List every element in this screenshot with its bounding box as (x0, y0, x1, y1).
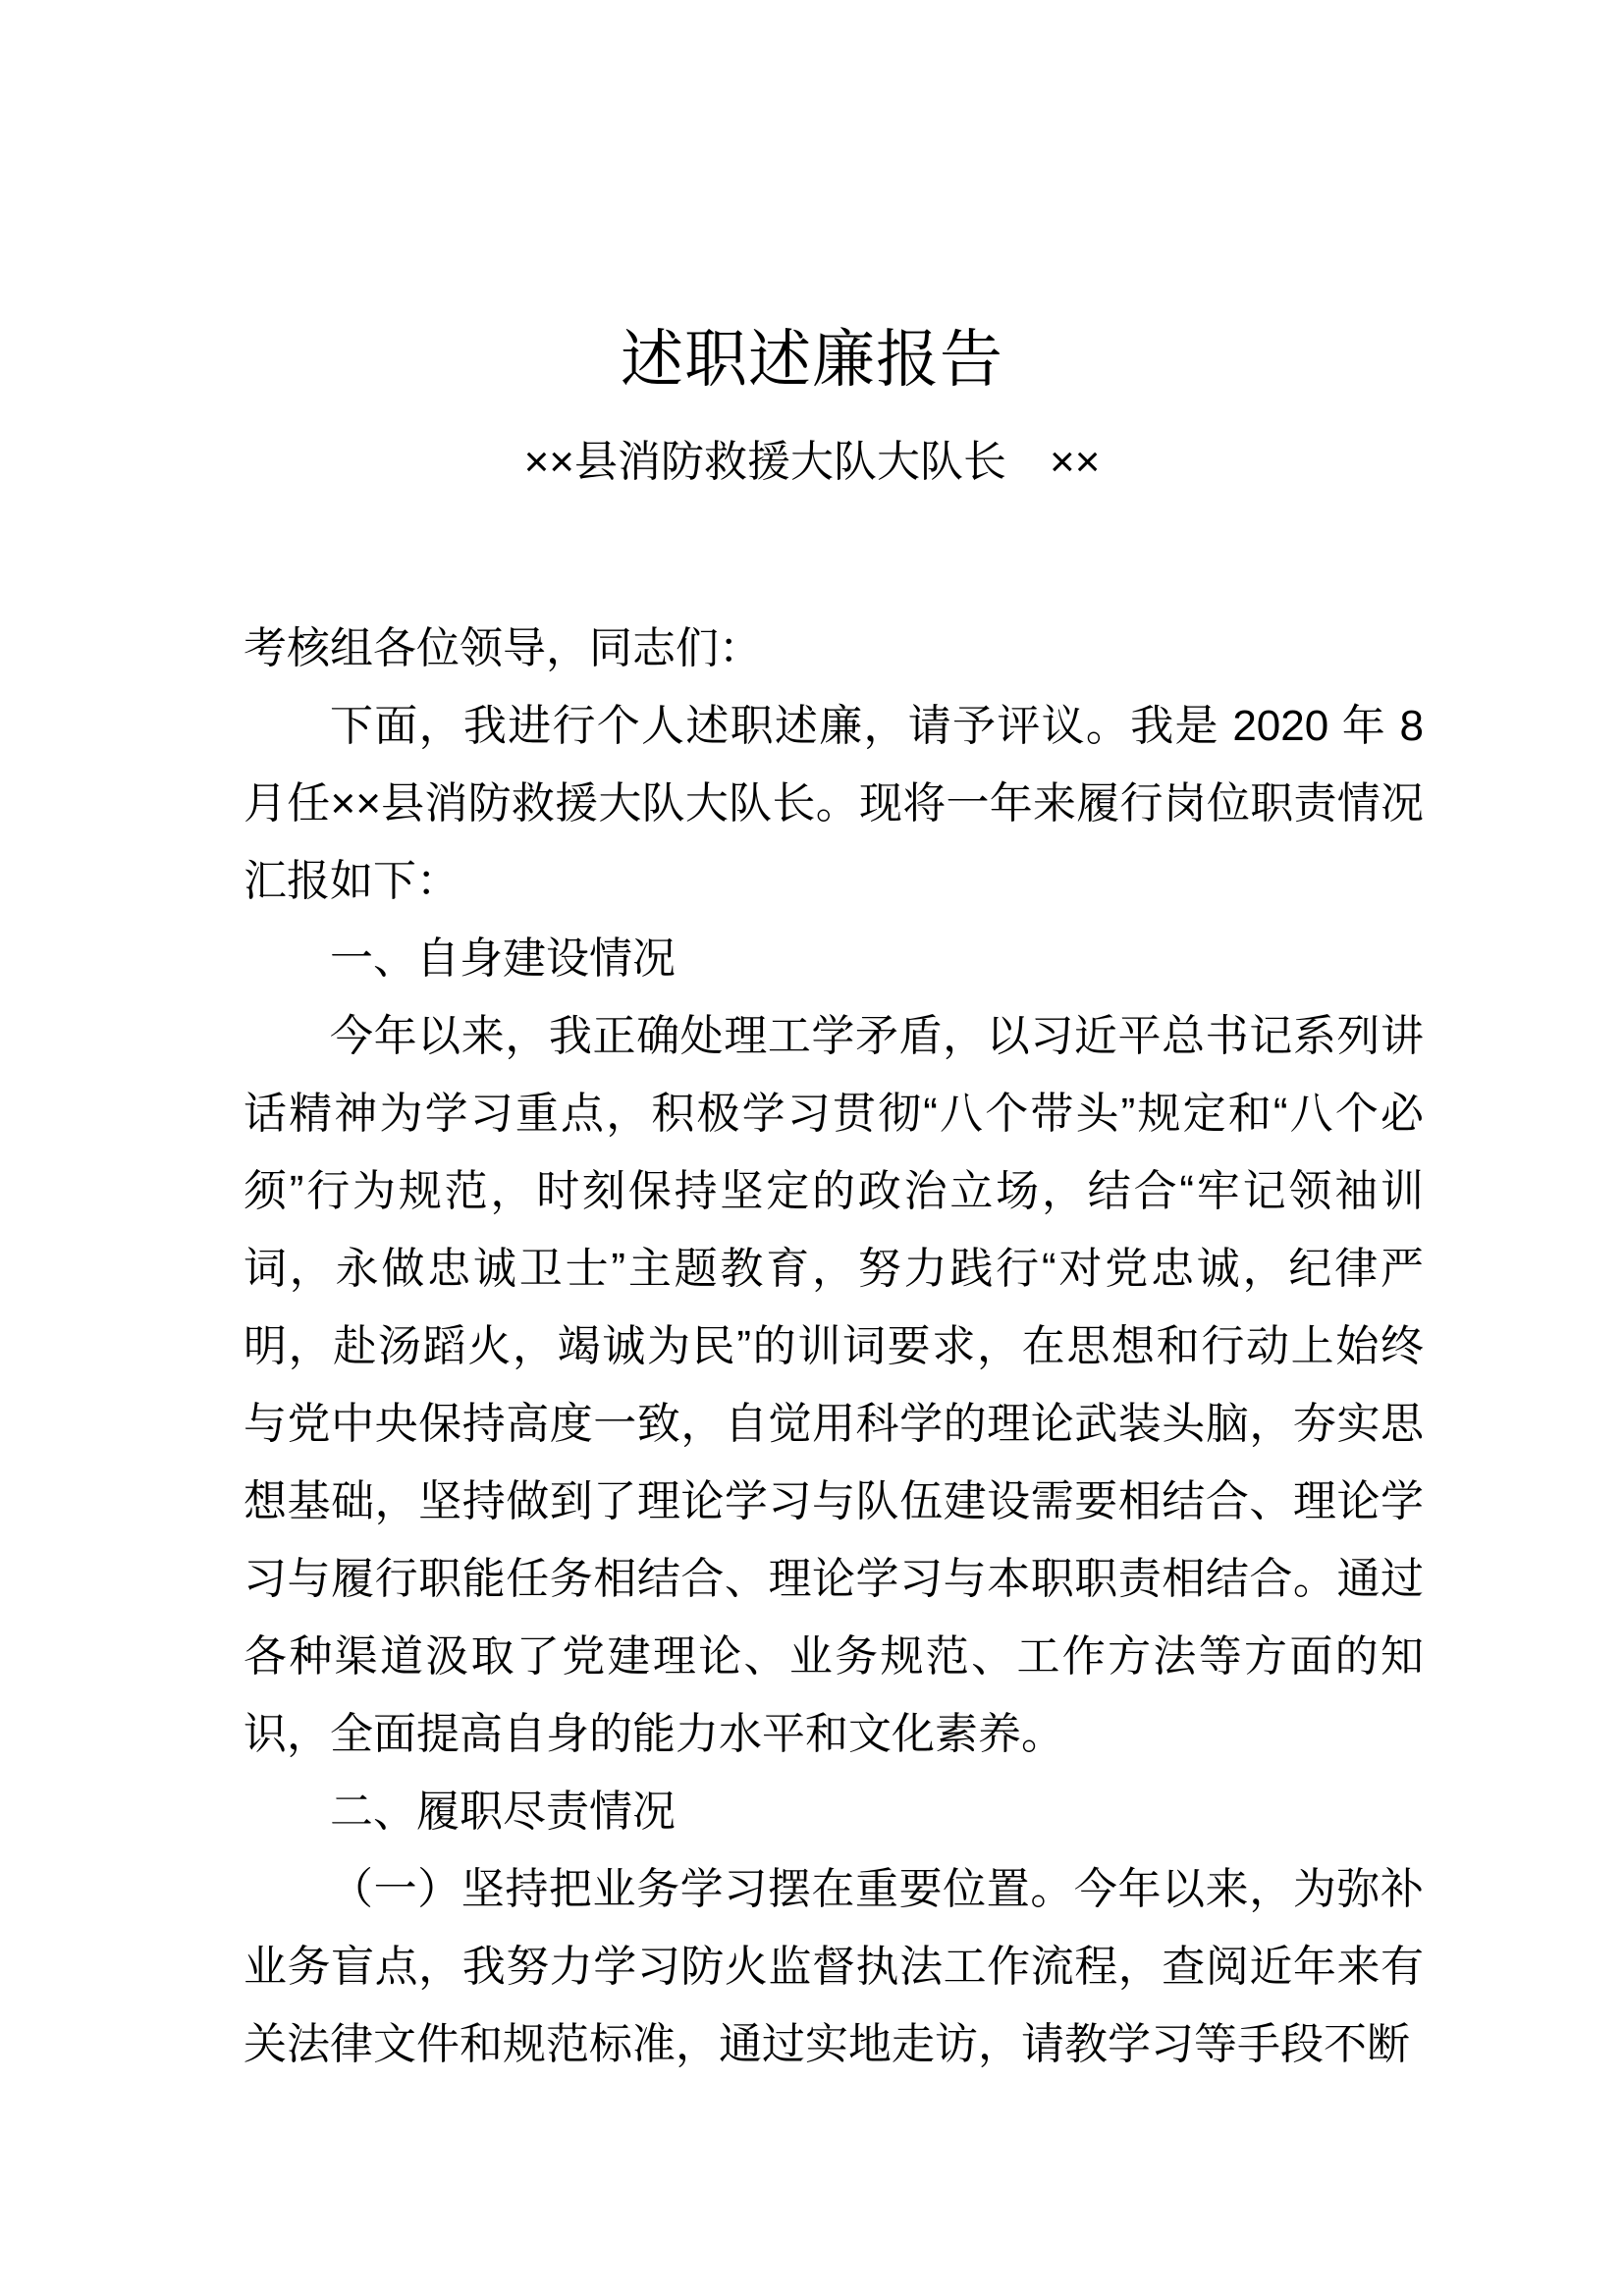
intro-paragraph: 下面，我进行个人述职述廉，请予评议。我是 2020 年 8 月任××县消防救援大队大队长。现将一年来履行岗位职责情况汇报如下： (244, 702, 1424, 905)
section-heading-2: 二、履职尽责情况 (330, 1788, 676, 1836)
document-title: 述职述廉报告 (621, 324, 1003, 395)
salutation-paragraph: 考核组各位领导，同志们： (244, 624, 762, 672)
section-1-paragraph: 今年以来，我正确处理工学矛盾，以习近平总书记系列讲话精神为学习重点，积极学习贯彻“八个带头”规定和“八个必须”行为规范，时刻保持坚定的政治立场，结合“牢记领袖训词，永做忠诚卫士”主题教育，努力践行“对党忠诚，纪律严明，赴汤蹈火，竭诚为民”的训词要求，在思想和行动上始终与党中央保持高度一致，自觉用科学的理论武装头脑，夯实思想基础，坚持做到了理论学习与队伍建设需要相结合、理论学习与履行职能任务相结合、理论学习与本职职责相结合。通过各种渠道汲取了党建理论、业务规范、工作方法等方面的知识，全面提高自身的能力水平和文化素养。 (244, 1012, 1424, 1758)
document-body (244, 610, 1424, 2083)
section-heading-1: 一、自身建设情况 (330, 934, 676, 983)
section-2-paragraph: （一）坚持把业务学习摆在重要位置。今年以来，为弥补业务盲点，我努力学习防火监督执法工作流程，查阅近年来有关法律文件和规范标准，通过实地走访，请教学习等手段不断 (244, 1865, 1424, 2068)
document-subtitle: ××县消防救援大队大队长 ×× (523, 438, 1101, 486)
